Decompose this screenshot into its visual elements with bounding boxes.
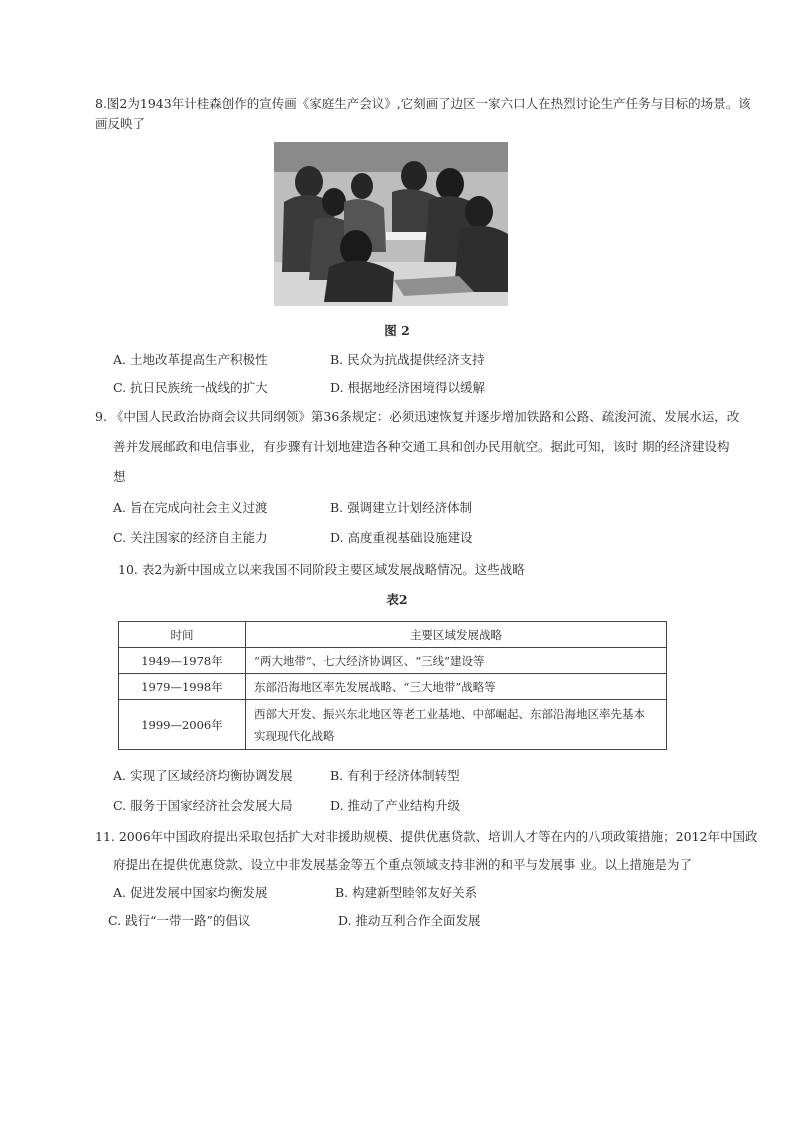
period-cell: 1979—1998年 — [119, 674, 246, 700]
q11-stem-line2: 府提出在提供优惠贷款、设立中非发展基金等五个重点领域支持非洲的和平与发展事 业。以上措施是为了 — [113, 857, 692, 872]
q10-option-a[interactable]: A. 实现了区域经济均衡协调发展 — [113, 768, 293, 783]
period-cell: 1999—2006年 — [119, 700, 246, 750]
strategy-cell-line1: 西部大开发、振兴东北地区等老工业基地、中部崛起、东部沿海地区率先基本 — [254, 706, 645, 721]
column-header-strategy: 主要区域发展战略 — [246, 622, 667, 648]
q9-stem-line2: 善并发展邮政和电信事业，有步骤有计划地建造各种交通工具和创办民用航空。据此可知，该时 期的经济建设构 — [113, 439, 730, 454]
q9-option-a[interactable]: A. 旨在完成向社会主义过渡 — [113, 500, 268, 515]
strategy-cell: “两大地带”、七大经济协调区、“三线”建设等 — [246, 648, 667, 674]
q11-option-b[interactable]: B. 构建新型睦邻友好关系 — [335, 885, 478, 900]
q10-option-b[interactable]: B. 有利于经济体制转型 — [330, 768, 460, 783]
q9-option-b[interactable]: B. 强调建立计划经济体制 — [330, 500, 473, 515]
table-row — [119, 700, 667, 750]
q9-option-c[interactable]: C. 关注国家的经济自主能力 — [113, 530, 268, 545]
q8-option-d[interactable]: D. 根据地经济困境得以缓解 — [330, 380, 486, 395]
column-header-period: 时间 — [119, 622, 246, 648]
strategy-cell: 东部沿海地区率先发展战略、“三大地带”战略等 — [246, 674, 667, 700]
q8-option-b[interactable]: B. 民众为抗战提供经济支持 — [330, 352, 485, 367]
table-title: 表2 — [386, 592, 408, 607]
propaganda-painting-image — [274, 142, 508, 306]
regional-strategy-table — [118, 621, 667, 750]
figure-caption: 图 2 — [384, 323, 410, 338]
q9-option-d[interactable]: D. 高度重视基础设施建设 — [330, 530, 473, 545]
q8-option-a[interactable]: A. 土地改革提高生产积极性 — [113, 352, 268, 367]
q11-option-d[interactable]: D. 推动互利合作全面发展 — [338, 913, 481, 928]
strategy-cell-line2: 实现现代化战略 — [254, 728, 335, 743]
q11-stem-line1: 11. 2006年中国政府提出采取包括扩大对非援助规模、提供优惠贷款、培训人才等在内的八项政策措施；2012年中国政 — [95, 829, 758, 844]
q8-stem-line2: 画反映了 — [95, 116, 146, 131]
table-row — [119, 674, 667, 700]
q8-stem-line1: 8.图2为1943年计桂森创作的宣传画《家庭生产会议》,它刻画了边区一家六口人在热烈讨论生产任务与目标的场景。该 — [95, 96, 751, 111]
q11-option-a[interactable]: A. 促进发展中国家均衡发展 — [113, 885, 268, 900]
period-cell: 1949—1978年 — [119, 648, 246, 674]
table-row — [119, 648, 667, 674]
strategy-cell — [246, 700, 667, 750]
table-header-row — [119, 622, 667, 648]
q10-option-d[interactable]: D. 推动了产业结构升级 — [330, 798, 461, 813]
q9-stem-line1: 9. 《中国人民政治协商会议共同纲领》第36条规定：必须迅速恢复并逐步增加铁路和公路、疏浚河流、发展水运，改 — [95, 409, 740, 424]
q8-option-c[interactable]: C. 抗日民族统一战线的扩大 — [113, 380, 268, 395]
q10-stem: 10. 表2为新中国成立以来我国不同阶段主要区域发展战略情况。这些战略 — [118, 562, 525, 577]
q9-stem-line3: 想 — [113, 469, 126, 484]
q10-option-c[interactable]: C. 服务于国家经济社会发展大局 — [113, 798, 293, 813]
q11-option-c[interactable]: C. 践行“一带一路”的倡议 — [108, 913, 251, 928]
